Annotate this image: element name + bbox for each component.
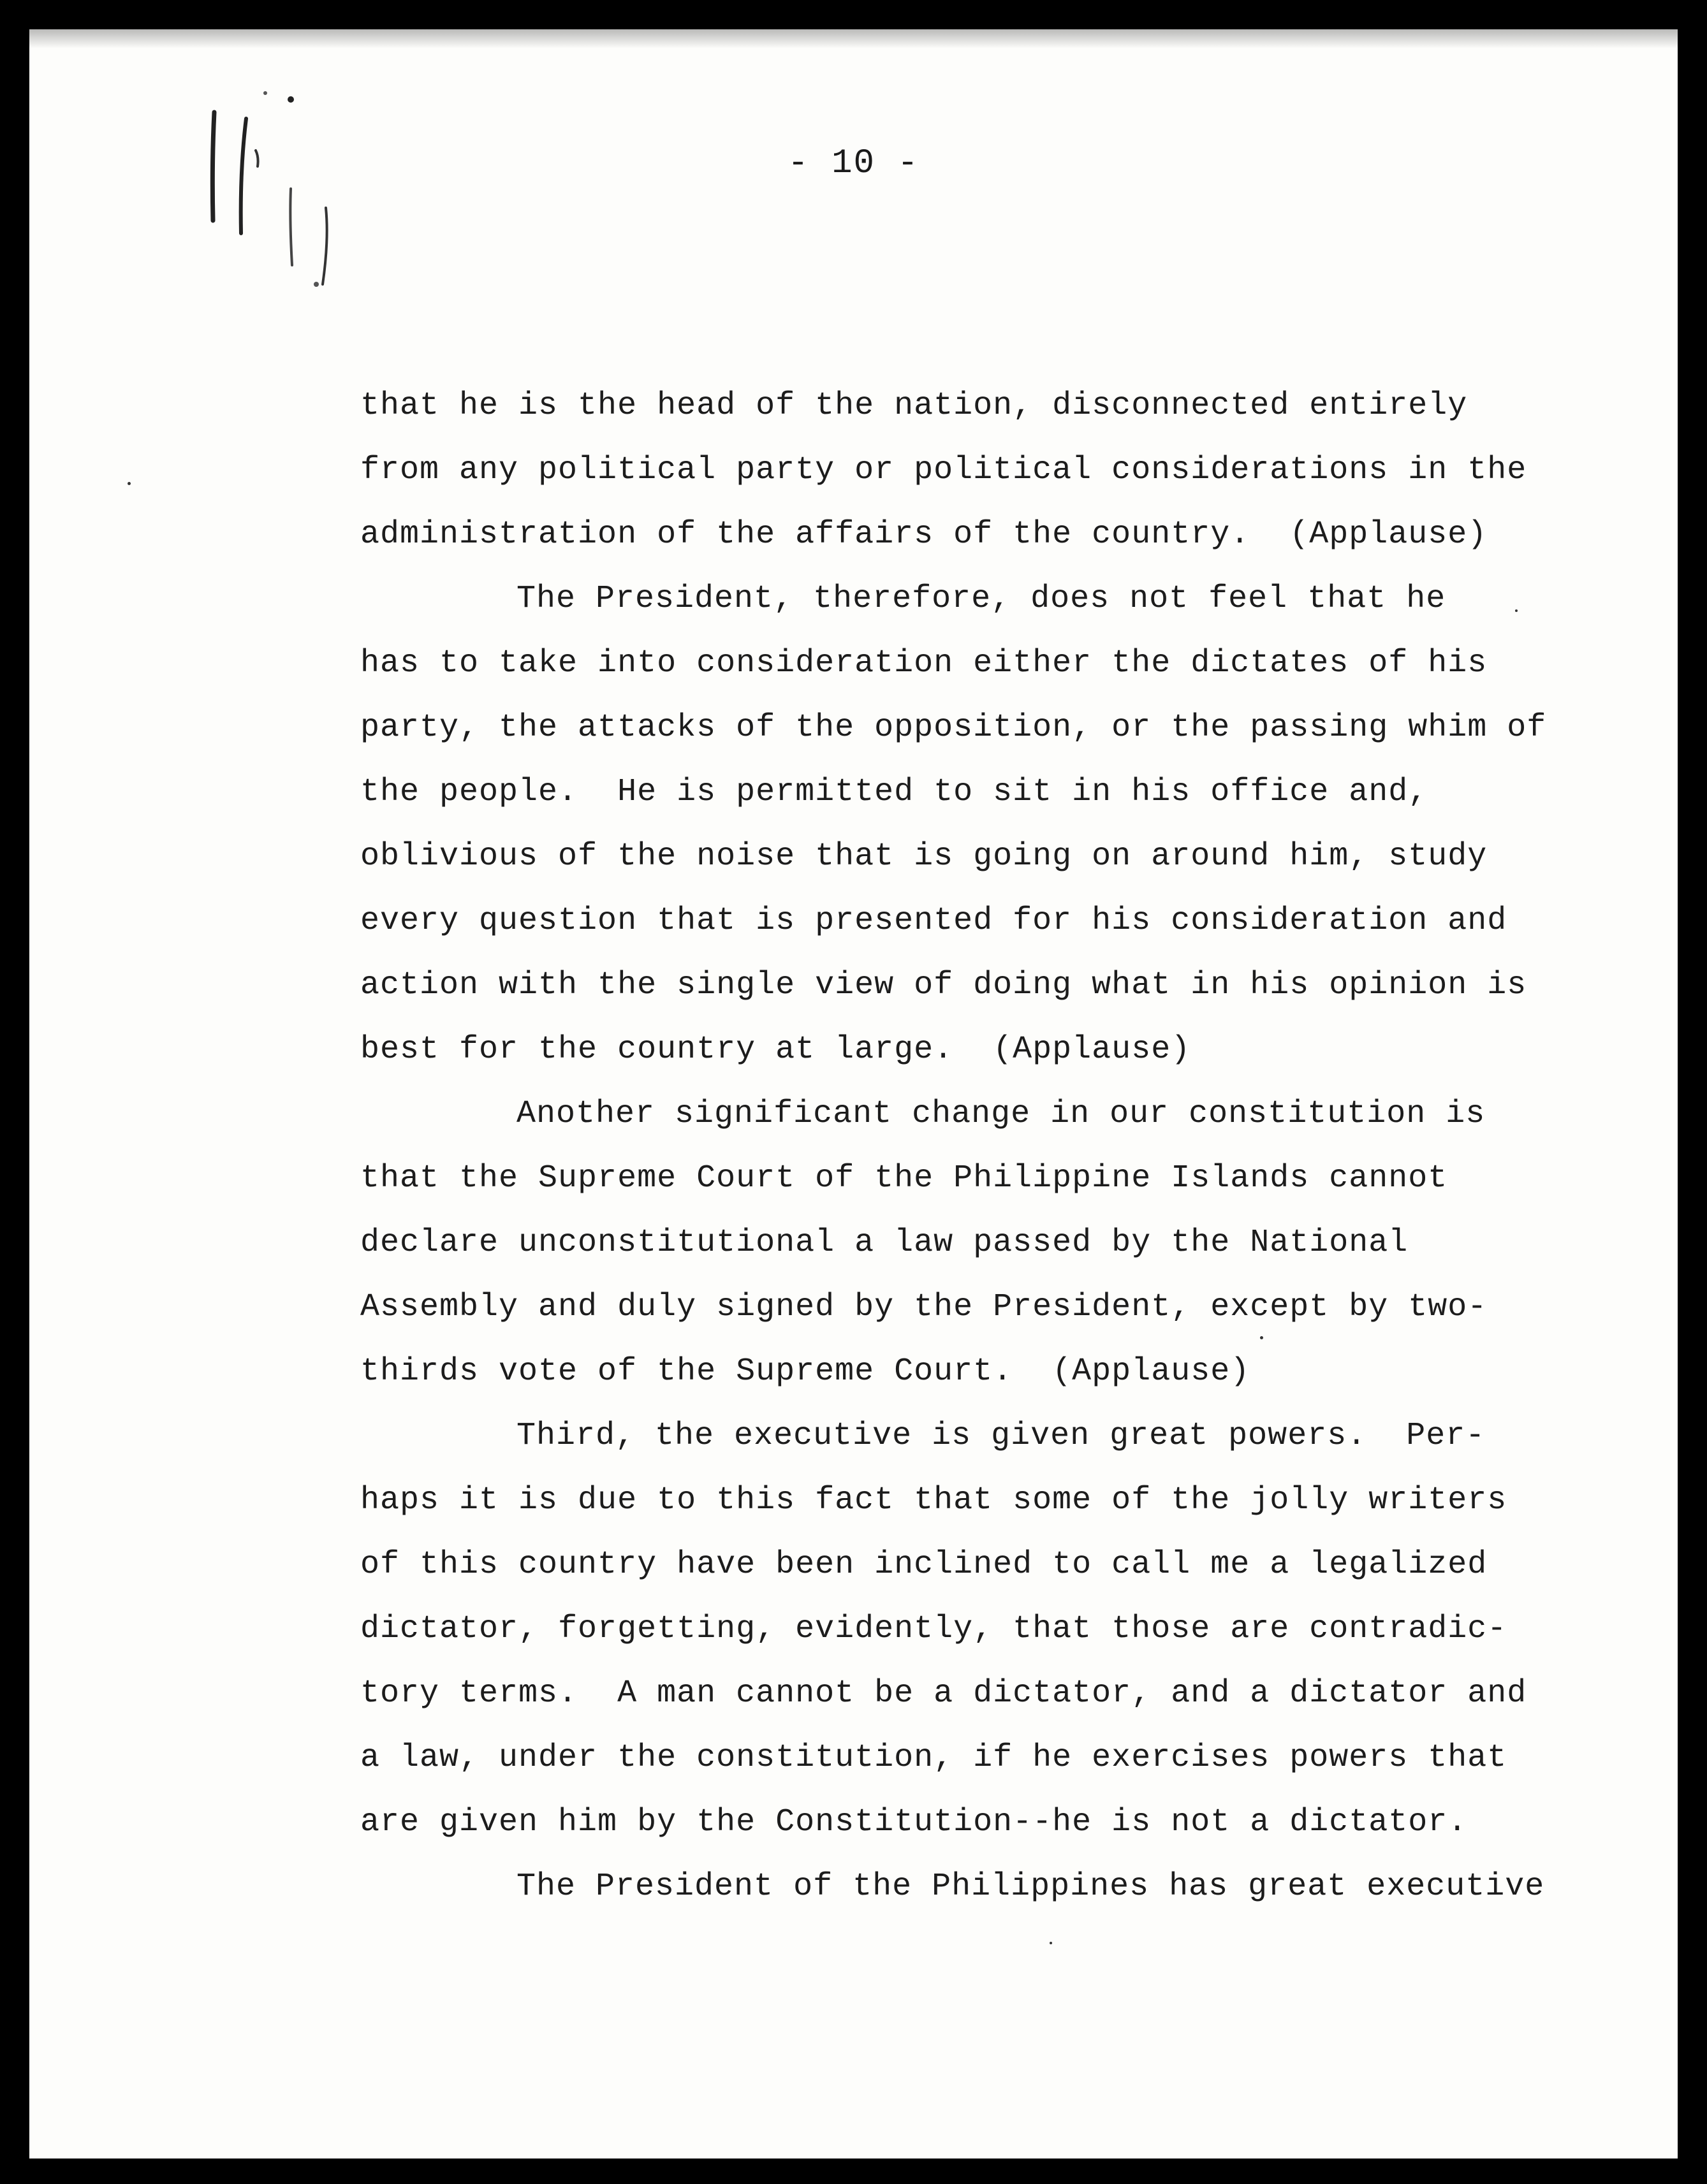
text-line: Third, the executive is given great powers. Per-	[516, 1418, 1486, 1454]
paragraph	[360, 1404, 1572, 1854]
text-line: administration of the affairs of the country. (Applause)	[360, 516, 1488, 553]
document-page	[29, 29, 1678, 2159]
paragraph	[360, 1082, 1572, 1404]
paragraph	[360, 567, 1572, 1082]
paragraph	[360, 1854, 1572, 1919]
text-line: that the Supreme Court of the Philippine Islands cannot	[360, 1160, 1448, 1197]
scan-smudge	[29, 29, 1678, 48]
text-line: haps it is due to this fact that some of the jolly writers	[360, 1482, 1507, 1518]
body-text	[360, 374, 1572, 1919]
text-line: every question that is presented for his consideration and	[360, 903, 1507, 939]
text-line: action with the single view of doing what in his opinion is	[360, 967, 1527, 1003]
scan-speck	[1260, 1336, 1263, 1339]
text-line: has to take into consideration either the dictates of his	[360, 645, 1488, 681]
text-line: from any political party or political considerations in the	[360, 452, 1527, 488]
text-line: that he is the head of the nation, disconnected entirely	[360, 388, 1468, 424]
text-line: declare unconstitutional a law passed by the National	[360, 1225, 1409, 1261]
text-line: Assembly and duly signed by the President, except by two-	[360, 1289, 1488, 1325]
text-line: party, the attacks of the opposition, or the passing whim of	[360, 710, 1547, 746]
text-line: the people. He is permitted to sit in his office and,	[360, 774, 1428, 810]
page-number: - 10 -	[788, 144, 919, 183]
text-line: The President, therefore, does not feel that he	[516, 581, 1446, 617]
text-line: are given him by the Constitution--he is not a dictator.	[360, 1804, 1468, 1840]
handwritten-mark	[195, 74, 399, 316]
text-line: Another significant change in our constitution is	[516, 1096, 1486, 1132]
text-line: of this country have been inclined to call me a legalized	[360, 1547, 1488, 1583]
text-line: dictator, forgetting, evidently, that those are contradic-	[360, 1611, 1507, 1647]
text-line: thirds vote of the Supreme Court. (Applause)	[360, 1353, 1250, 1390]
paragraph	[360, 374, 1572, 567]
scan-speck	[128, 482, 131, 485]
text-line: best for the country at large. (Applause)	[360, 1031, 1191, 1068]
text-line: oblivious of the noise that is going on around him, study	[360, 838, 1488, 875]
text-line: tory terms. A man cannot be a dictator, and a dictator and	[360, 1675, 1527, 1712]
scan-speck	[1515, 609, 1518, 612]
scan-speck	[1050, 1942, 1052, 1944]
text-line: a law, under the constitution, if he exercises powers that	[360, 1740, 1507, 1776]
text-line: The President of the Philippines has great executive	[516, 1868, 1545, 1905]
